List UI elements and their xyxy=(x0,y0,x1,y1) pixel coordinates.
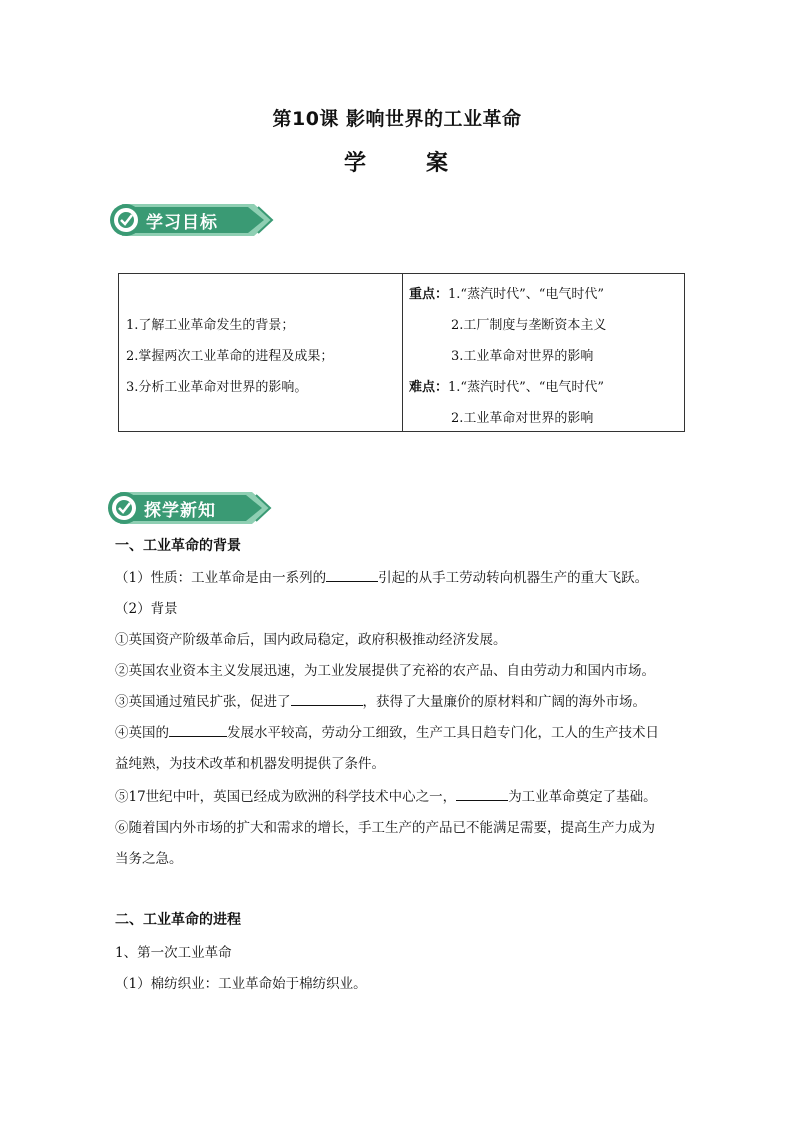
key-point-item: 3.工业革命对世界的影响 xyxy=(451,349,594,364)
background-item-continued: 当务之急。 xyxy=(115,851,183,867)
explore-banner xyxy=(106,489,276,527)
table-divider xyxy=(402,274,403,431)
learning-goals-banner xyxy=(108,201,278,239)
doc-type-char-2: 案 xyxy=(426,151,451,176)
key-points-label: 重点： xyxy=(409,287,449,302)
subsection-heading: 1、第一次工业革命 xyxy=(115,945,232,961)
background-item-continued: 益纯熟，为技术改革和机器发明提供了条件。 xyxy=(115,756,385,772)
key-points-row xyxy=(409,283,604,302)
nature-line: （1）性质：工业革命是由一系列的 引起的从手工劳动转向机器生产的重大飞跃。 xyxy=(115,566,648,586)
section-heading: 二、工业革命的进程 xyxy=(115,912,241,928)
key-point-item: 1.“蒸汽时代”、“电气时代” xyxy=(448,287,605,302)
background-item: ④英国的 发展水平较高，劳动分工细致，生产工具日趋专门化，工人的生产技术日 xyxy=(115,721,659,741)
section-heading: 一、工业革命的背景 xyxy=(115,538,241,554)
objective-item: 3.分析工业革命对世界的影响。 xyxy=(126,380,308,395)
difficult-point-item: 2.工业革命对世界的影响 xyxy=(451,411,594,426)
fill-blank[interactable] xyxy=(291,691,363,706)
objective-item: 1.了解工业革命发生的背景； xyxy=(126,318,295,333)
content-item: （1）棉纺织业：工业革命始于棉纺织业。 xyxy=(115,976,367,992)
difficult-points-row xyxy=(409,376,604,395)
fill-blank[interactable] xyxy=(456,786,508,801)
key-point-item: 2.工厂制度与垄断资本主义 xyxy=(451,318,607,333)
difficult-points-label: 难点： xyxy=(409,380,449,395)
fill-blank[interactable] xyxy=(326,567,378,582)
background-item: ⑤17世纪中叶，英国已经成为欧洲的科学技术中心之一， 为工业革命奠定了基础。 xyxy=(115,785,657,805)
background-label: （2）背景 xyxy=(115,601,178,617)
learning-goals-label: 学习目标 xyxy=(146,213,218,233)
explore-label: 探学新知 xyxy=(144,501,216,521)
objective-item: 2.掌握两次工业革命的进程及成果； xyxy=(126,349,334,364)
background-item: ③英国通过殖民扩张，促进了 ，获得了大量廉价的原材料和广阔的海外市场。 xyxy=(115,690,646,710)
difficult-point-item: 1.“蒸汽时代”、“电气时代” xyxy=(448,380,605,395)
background-item: ①英国资产阶级革命后，国内政局稳定，政府积极推动经济发展。 xyxy=(115,632,507,648)
doc-type-char-1: 学 xyxy=(343,151,368,176)
fill-blank[interactable] xyxy=(169,722,227,737)
background-item: ⑥随着国内外市场的扩大和需求的增长，手工生产的产品已不能满足需要，提高生产力成为 xyxy=(115,820,655,836)
lesson-title: 第10课 影响世界的工业革命 xyxy=(272,108,522,130)
document-type-title xyxy=(0,146,794,177)
objectives-table xyxy=(118,273,685,432)
background-item: ②英国农业资本主义发展迅速，为工业发展提供了充裕的农产品、自由劳动力和国内市场。 xyxy=(115,663,655,679)
